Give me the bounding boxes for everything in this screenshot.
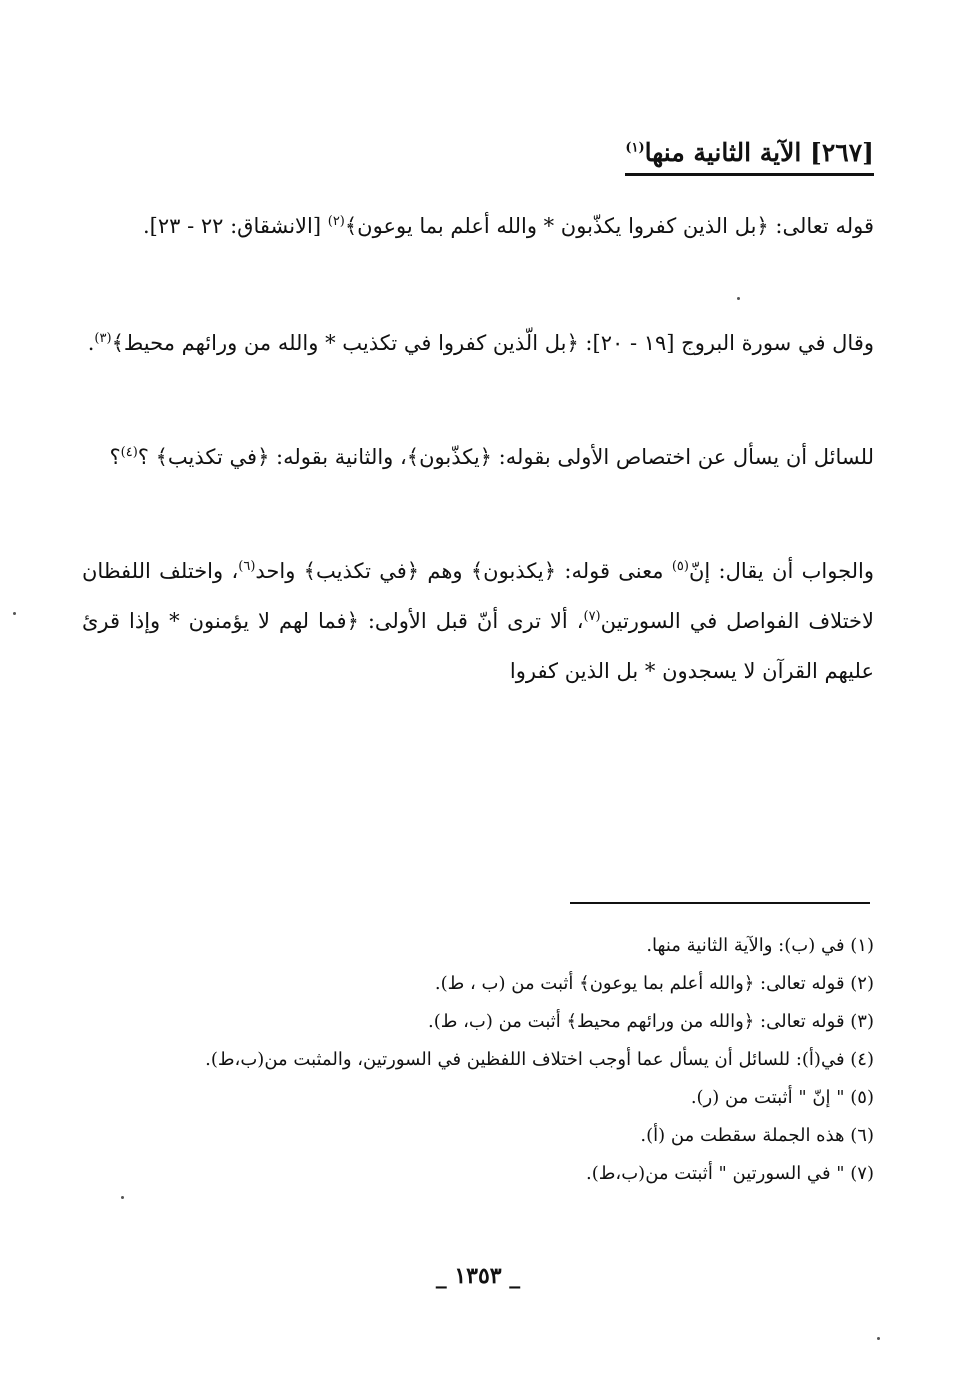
paragraph-text: معنى قوله: ﴿يكذبون﴾ وهم ﴿في تكذيب﴾ واحد [255, 559, 672, 583]
paragraph-tail: [الانشقاق: ٢٢ - ٢٣]. [142, 214, 328, 238]
paragraph-text: والجواب أن يقال: إنّ [688, 559, 875, 583]
section-heading [625, 138, 874, 176]
footnote-ref: (٢) [327, 214, 345, 229]
footnote: (٣) قوله تعالى: ﴿والله من ورائهم محيط﴾ أثبت من (ب، ط). [427, 1011, 874, 1032]
footnote-ref: (٤) [120, 445, 138, 460]
footnote: (٦) هذه الجملة سقطت من (أ). [640, 1125, 874, 1146]
scan-speck [737, 297, 740, 300]
footnote-ref: (٣) [94, 331, 112, 346]
paragraph-tail: ؟ [109, 445, 121, 469]
paragraph-tail: . [87, 331, 95, 355]
heading-text: [٢٦٧] الآية الثانية منها [644, 138, 874, 167]
footnote: (١) في (ب): والآية الثانية منها. [646, 935, 874, 956]
scan-speck [121, 1196, 124, 1199]
paragraph-text: ، واختلف اللفظان لاختلاف الفواصل في السورتين [82, 559, 875, 633]
footnote-ref: (١) [625, 140, 645, 156]
paragraph-text: ، ألا ترى أنّ قبل الأولى: ﴿فما لهم لا يؤمنون * وإذا قرئ عليهم القرآن لا يسجدون * بل الذين كفروا [82, 609, 874, 683]
scan-speck [13, 612, 16, 615]
footnote-ref: (٦) [238, 559, 256, 574]
footnote: (٢) قوله تعالى: ﴿والله أعلم بما يوعون﴾ أثبت من (ب ، ط). [434, 973, 874, 994]
footnote: (٥) " إنّ " أثبتت من (ر). [690, 1087, 874, 1108]
paragraph-text: قوله تعالى: ﴿بل الذين كفروا يكذّبون * والله أعلم بما يوعون﴾ [344, 214, 874, 238]
footnote-ref: (٧) [583, 609, 601, 624]
paragraph-4 [82, 546, 874, 696]
footnote: (٧) " في السورتين " أثبتت من(ب،ط). [586, 1163, 874, 1184]
paragraph-text: للسائل أن يسأل عن اختصاص الأولى بقوله: ﴿يكذّبون﴾، والثانية بقوله: ﴿في تكذيب﴾ ؟ [137, 445, 874, 469]
paragraph-text: وقال في سورة البروج [١٩ - ٢٠]: ﴿بل الّذين كفروا في تكذيب * والله من ورائهم محيط﴾ [111, 331, 874, 355]
footnote-divider [570, 902, 870, 904]
footnote: (٤) في(أ): للسائل أن يسأل عما أوجب اختلاف اللفظين في السورتين، والمثبت من(ب،ط). [205, 1049, 874, 1070]
footnote-ref: (٥) [671, 559, 689, 574]
scan-speck [877, 1337, 880, 1340]
paragraph-3 [82, 432, 874, 482]
paragraph-2 [82, 318, 874, 368]
paragraph-1 [82, 201, 874, 251]
footnotes [114, 927, 874, 1193]
page-number: _ ١٣٥٣ _ [435, 1263, 521, 1289]
